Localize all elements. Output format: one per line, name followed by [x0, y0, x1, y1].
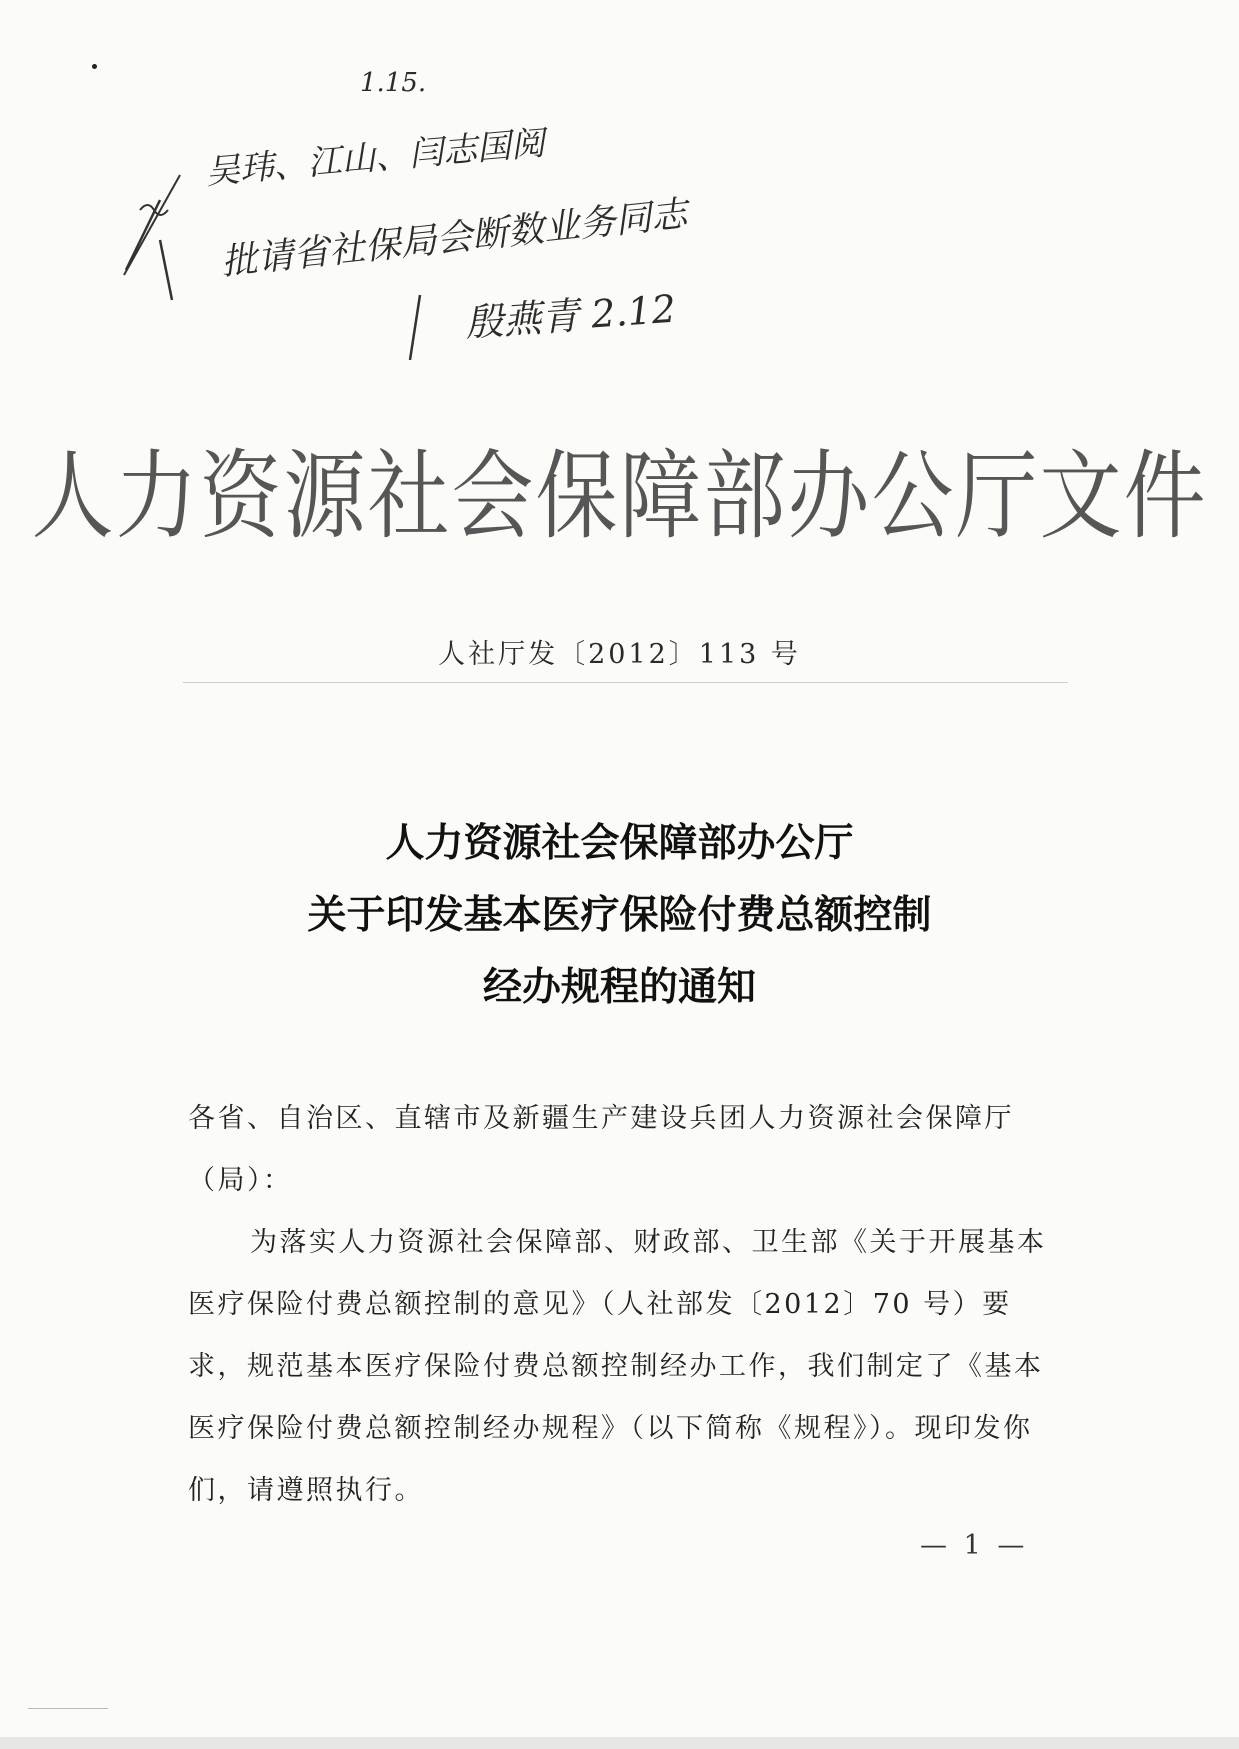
body-paragraph: 为落实人力资源社会保障部、财政部、卫生部《关于开展基本医疗保险付费总额控制的意见》（人社部发〔2012〕70 号）要求，规范基本医疗保险付费总额控制经办工作，我们制定了《基本医疗保险付费总额控制经办规程》（以下简称《规程》）。现印发你们，请遵照执行。: [188, 1227, 1047, 1506]
handwritten-signature: 殷燕青 2.12: [463, 286, 678, 346]
document-number: 人社厅发〔2012〕113 号: [438, 639, 801, 670]
handwritten-annotation: [120, 60, 690, 360]
document-header-title: 人力资源社会保障部办公厅文件: [31, 441, 1208, 554]
scan-edge: [0, 1737, 1239, 1749]
handwritten-line-2: 批请省社保局会断数业务同志: [219, 193, 690, 284]
notice-title-line-1: 人力资源社会保障部办公厅: [385, 821, 854, 866]
handwritten-line-1: 吴玮、江山、闫志国阅: [204, 123, 547, 193]
header-divider: [183, 682, 1068, 683]
addressee: 各省、自治区、直辖市及新疆生产建设兵团人力资源社会保障厅（局）：: [188, 1103, 1014, 1196]
notice-title: [0, 808, 1239, 1024]
handwritten-date: 1.15.: [360, 68, 427, 98]
notice-title-line-2: 关于印发基本医疗保险付费总额控制: [307, 893, 932, 938]
scan-speck: [92, 64, 97, 69]
scan-mark: [28, 1708, 108, 1709]
notice-title-line-3: 经办规程的通知: [482, 965, 756, 1010]
notice-body: [188, 1088, 1068, 1522]
page-number: — 1 —: [920, 1530, 1029, 1561]
